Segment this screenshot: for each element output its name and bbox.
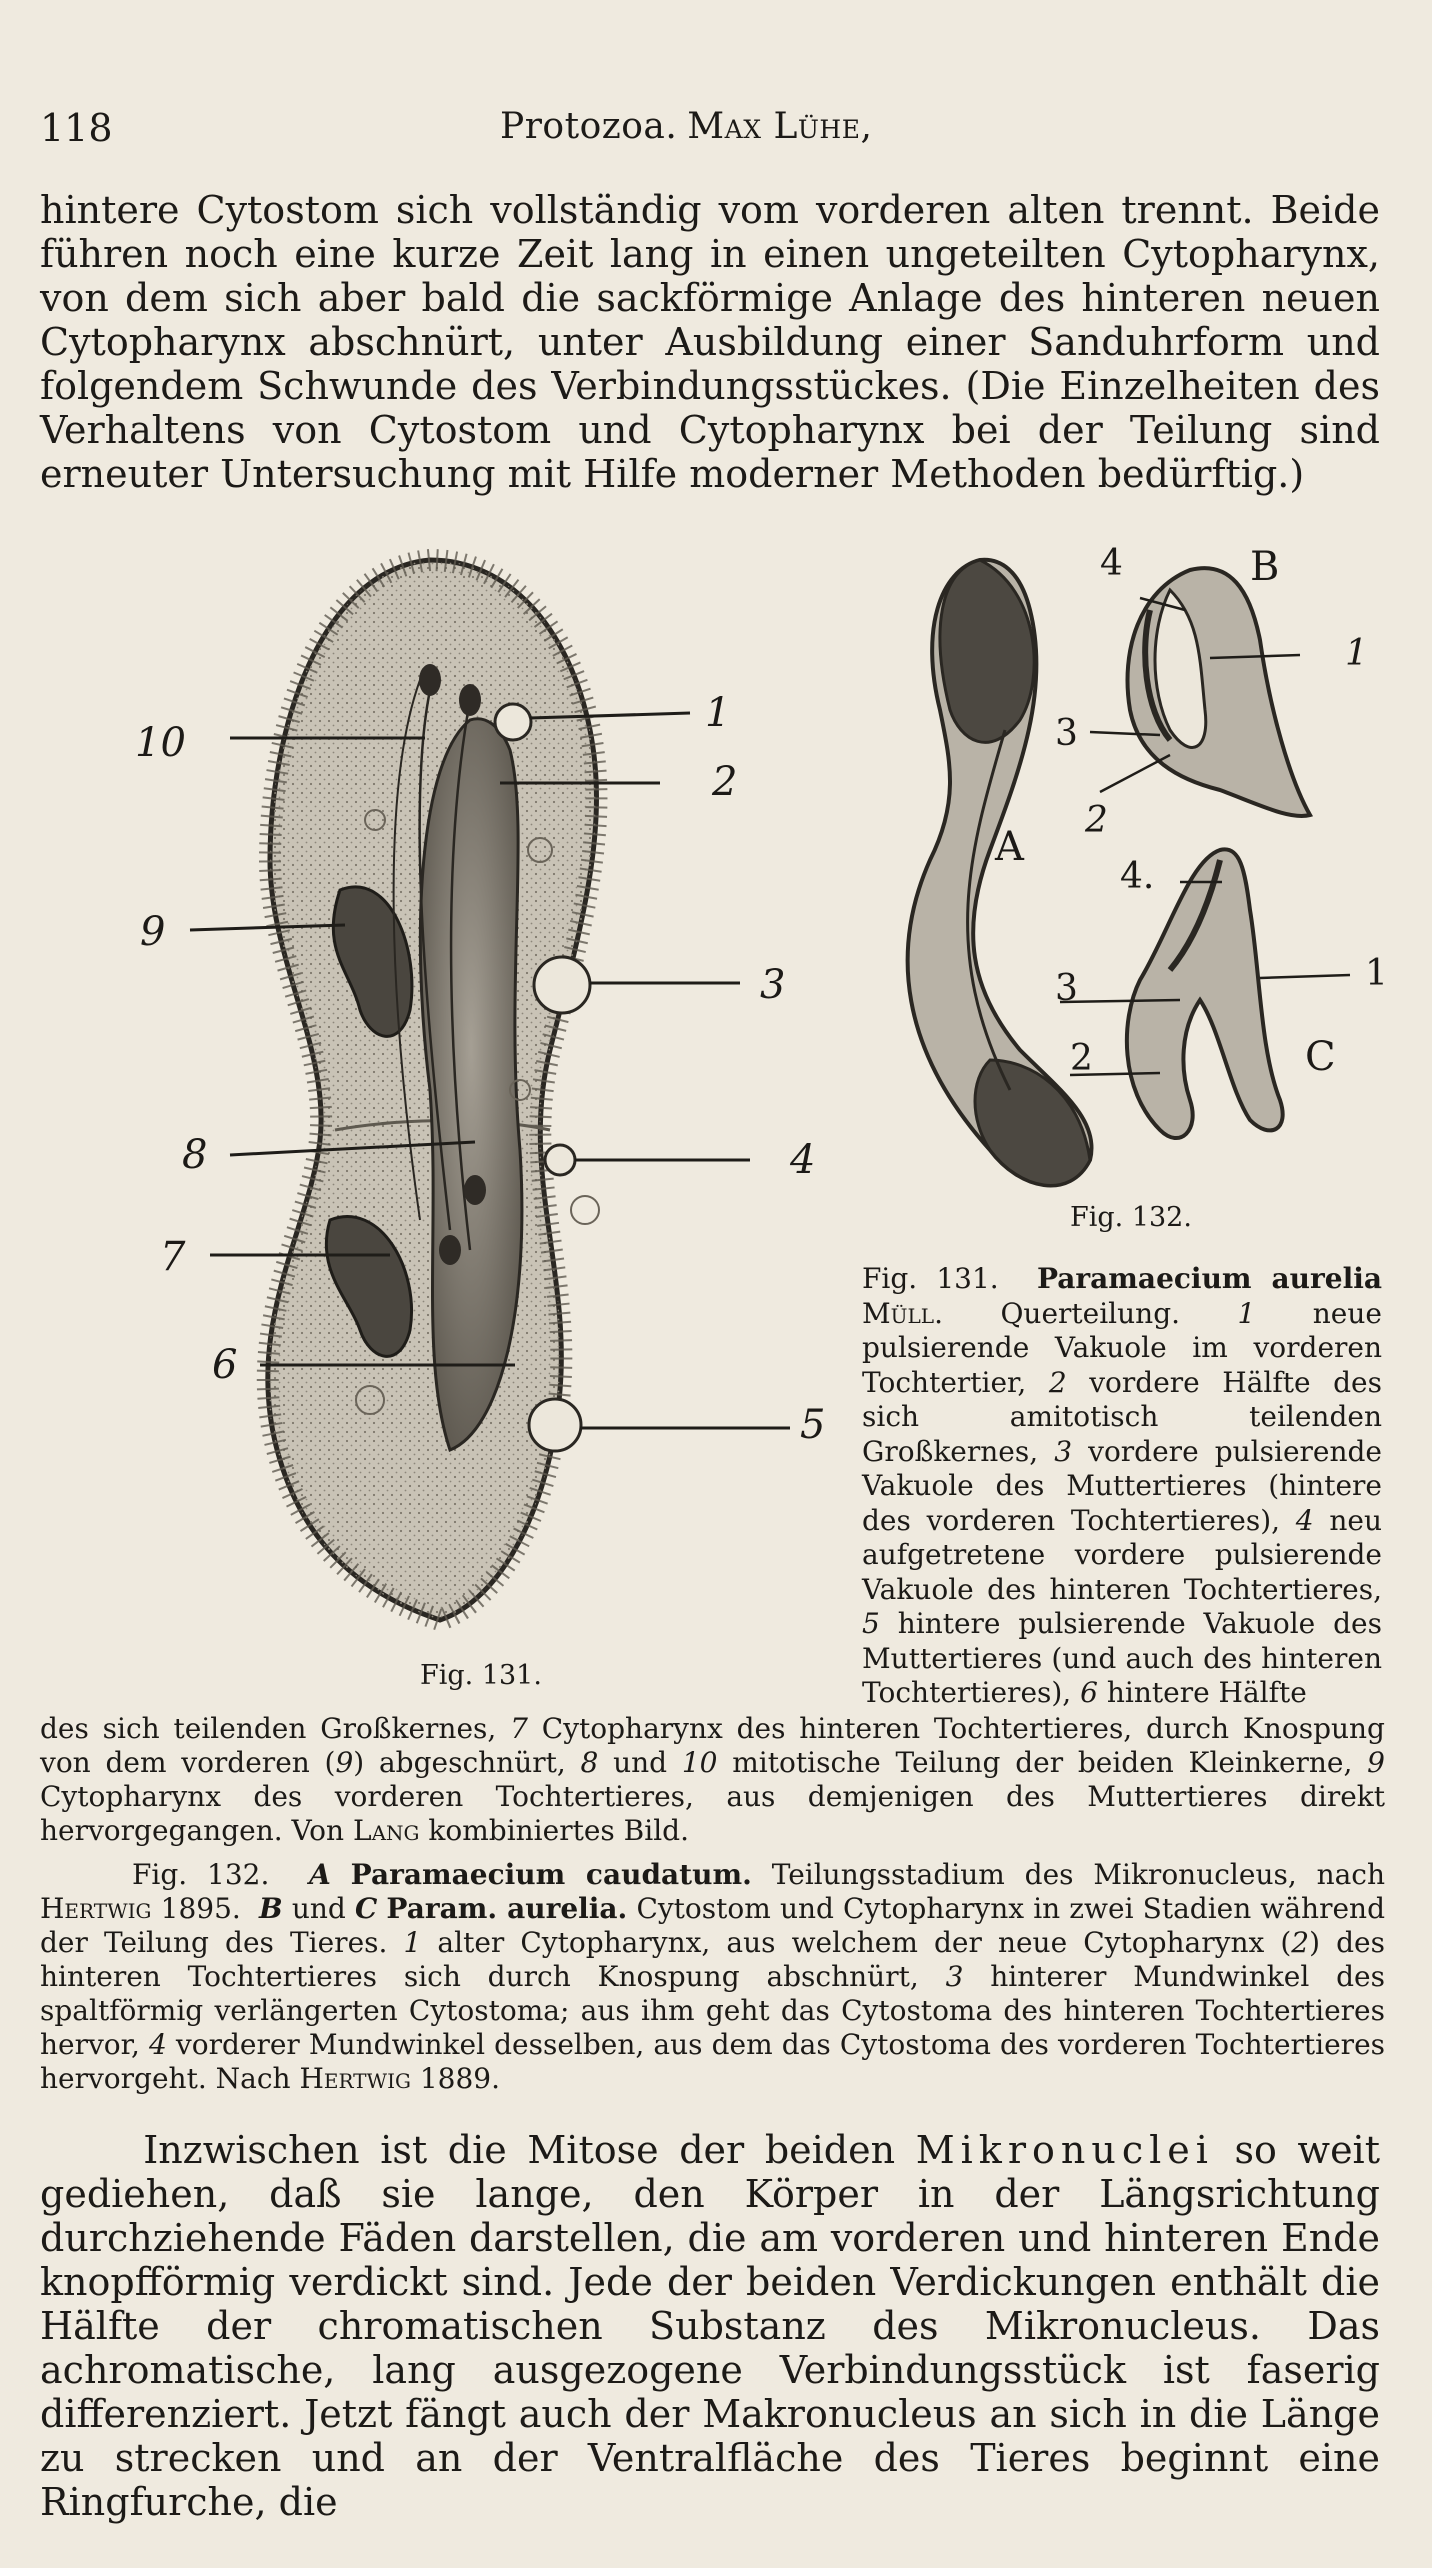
fig131-label-2: 2 (712, 759, 738, 805)
caption-131-text: Querteilung. (1000, 1296, 1181, 1330)
caption-text: und (291, 1892, 346, 1925)
caption-num: 1 (1237, 1296, 1256, 1330)
caption-text: hintere pulsierende Vakuole des Muttertieres (und auch des hinteren Tochtertieres), (862, 1607, 1382, 1709)
paragraph-bottom-text: Inzwischen ist die Mitose der beiden (143, 2128, 896, 2172)
paragraph-top: hintere Cytostom sich vollständig vom vorderen alten trennt. Beide führen noch eine kurze Zeit lang in einen ungeteilten Cytopharynx, von dem sich aber bald die sackförmige Anlage des hinteren neuen Cytopharynx abschnürt, unter Ausbildung einer Sanduhrform und folgendem Schwunde des Verbindungsstückes. (Die Einzelheiten des Verhaltens von Cytostom und Cytopharynx bei der Teilung sind erneuter Untersuchung mit Hilfe moderner Methoden bedürftig.) (40, 188, 1380, 496)
caption-text: Cytopharynx des vorderen Tochtertieres, aus demjenigen des Muttertieres direkt hervorgegangen. Von (40, 1780, 1385, 1847)
fig132-b-label-1: 1 (1345, 633, 1368, 674)
caption-text: mitotische Teilung der beiden Kleinkerne, (732, 1746, 1353, 1779)
caption-text: neu aufgetretene vordere pulsierende Vakuole des hinteren Tochtertieres, (862, 1503, 1382, 1606)
caption-num: 5 (862, 1607, 880, 1640)
paragraph-bottom-text: so weit gediehen, daß sie lange, den Körper in der Längsrichtung durchziehende Fäden darstellen, die am vorderen und hinteren Ende knopfförmig verdickt sind. Jede der beiden Verdickungen enthält die Hälfte der chromatischen Substanz des Mikronucleus. Das achromatische, lang ausgezogene Verbindungsstück ist faserig differenziert. Jetzt fängt auch der Makronucleus an sich in die Länge zu strecken und an der Ventralfläche des Tieres beginnt eine Ringfurche, die (40, 2128, 1380, 2524)
caption-131 (862, 1262, 1382, 1711)
paragraph-bottom-spaced: Mikronuclei (915, 2128, 1214, 2172)
caption-num: 9 (335, 1746, 354, 1779)
fig132-panel-a: A (995, 824, 1024, 870)
running-head (500, 106, 872, 147)
fig132-c-label-3: 3 (1055, 968, 1078, 1009)
caption-num: 2 (1291, 1926, 1310, 1959)
caption-panel: C (354, 1892, 378, 1925)
caption-num: 7 (510, 1712, 528, 1745)
caption-text: hintere Hälfte (1106, 1676, 1307, 1709)
fig131-label-5: 5 (800, 1402, 826, 1448)
caption-text: des sich teilenden Großkernes, (40, 1712, 497, 1745)
caption-131-continued (40, 1712, 1385, 1848)
running-author: Max Lühe, (687, 106, 873, 147)
caption-author: Hertwig (40, 1892, 152, 1925)
fig131-label-6: 6 (212, 1342, 238, 1388)
fig132-panel-a-drawing (908, 560, 1092, 1186)
figure-131-label: Fig. 131. (420, 1660, 542, 1691)
caption-num: 2 (1048, 1365, 1067, 1399)
caption-num: 9 (1367, 1746, 1385, 1779)
caption-num: 4 (148, 2028, 167, 2061)
caption-131-species: Paramaecium aurelia (1036, 1262, 1383, 1295)
caption-num: 4 (1295, 1503, 1314, 1537)
caption-132 (40, 1858, 1385, 2096)
caption-panel: A (309, 1858, 331, 1891)
paragraph-bottom (40, 2128, 1380, 2524)
fig132-b-label-3: 3 (1055, 713, 1078, 754)
caption-text: hinterer Mundwinkel des spaltförmig verlängerten Cytostoma; aus ihm geht das Cytostoma des hinteren Tochtertieres hervor, (40, 1960, 1385, 2061)
caption-num: 3 (945, 1960, 964, 1993)
page-header (40, 100, 1390, 160)
caption-author: Hertwig (299, 2062, 411, 2095)
caption-text: Cytopharynx des hinteren Tochtertieres, durch Knospung von dem vorderen ( (40, 1712, 1385, 1779)
caption-author: Lang (352, 1814, 420, 1847)
caption-text: kombiniertes Bild. (428, 1814, 689, 1847)
fig131-label-8: 8 (182, 1132, 208, 1178)
caption-text: neue pulsierende Vakuole im vorderen Tochtertier, (862, 1296, 1382, 1399)
caption-text: vorderer Mundwinkel desselben, aus dem das Cytostoma des vorderen Tochtertieres hervorgeht. Nach (40, 2028, 1386, 2095)
caption-num: 6 (1080, 1676, 1098, 1709)
figure-132 (850, 530, 1410, 1250)
caption-131-author: Müll. (862, 1296, 943, 1330)
fig132-panel-c: C (1305, 1034, 1336, 1080)
caption-text: Cytostom und Cytopharynx in zwei Stadien während der Teilung des Tieres. (40, 1892, 1385, 1959)
caption-132-fig: Fig. 132. (132, 1858, 270, 1891)
fig132-c-label-4: 4. (1120, 856, 1155, 897)
caption-131-fig: Fig. 131. (862, 1262, 999, 1295)
caption-species: Paramaecium caudatum. (350, 1858, 752, 1891)
caption-text: 1895. (160, 1892, 241, 1925)
caption-panel: B (259, 1892, 283, 1925)
fig131-label-4: 4 (790, 1137, 816, 1183)
fig132-panel-b-drawing (1128, 568, 1311, 816)
fig131-label-1: 1 (705, 690, 731, 736)
fig131-label-10: 10 (135, 720, 186, 766)
caption-num: 10 (681, 1746, 718, 1779)
page-number: 118 (40, 106, 113, 150)
caption-text: alter Cytopharynx, aus welchem der neue Cytopharynx ( (437, 1926, 1292, 1959)
caption-text: ) des hinteren Tochtertieres sich durch Knospung abschnürt, (40, 1926, 1385, 1993)
caption-num: 3 (1054, 1434, 1073, 1468)
caption-text: ) abgeschnürt, (353, 1746, 566, 1779)
fig131-label-7: 7 (160, 1234, 186, 1280)
caption-num: 1 (403, 1926, 422, 1959)
caption-text: vordere pulsierende Vakuole des Muttertieres (hintere des vorderen Tochtertieres), (862, 1434, 1383, 1537)
paramaecium-body (268, 560, 599, 1620)
fig132-c-label-2: 2 (1070, 1038, 1093, 1079)
caption-text: und (613, 1746, 668, 1779)
caption-num: 8 (580, 1746, 599, 1779)
running-title: Protozoa. (500, 106, 678, 147)
fig132-panel-b: B (1250, 544, 1280, 590)
caption-text: 1889. (419, 2062, 501, 2095)
fig131-label-3: 3 (760, 962, 786, 1008)
caption-text: vordere Hälfte des sich amitotisch teilenden Großkernes, (862, 1365, 1382, 1468)
figure-131 (120, 530, 860, 1670)
caption-text: Teilungsstadium des Mikronucleus, nach (771, 1858, 1386, 1891)
fig131-label-9: 9 (140, 909, 166, 955)
caption-species: Param. aurelia. (386, 1892, 628, 1925)
fig132-c-label-1: 1 (1365, 953, 1388, 994)
fig132-b-label-2: 2 (1085, 800, 1108, 841)
figure-132-label: Fig. 132. (1070, 1202, 1192, 1233)
fig132-b-label-4: 4 (1100, 543, 1123, 584)
